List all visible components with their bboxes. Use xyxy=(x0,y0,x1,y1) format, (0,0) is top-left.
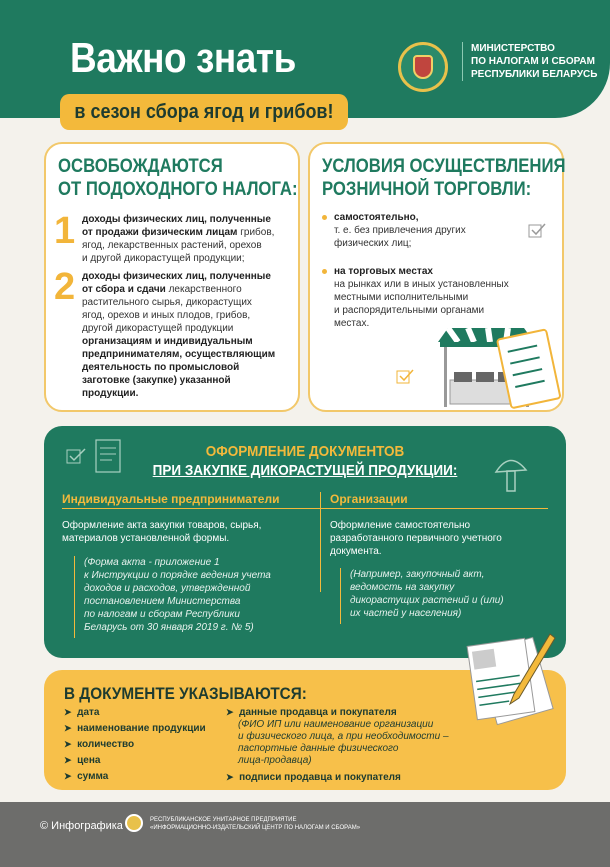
text-bold: от сбора и сдачи xyxy=(82,284,166,295)
contents-title: В ДОКУМЕНТЕ УКАЗЫВАЮТСЯ: xyxy=(64,684,307,703)
document-pen-icon xyxy=(462,628,562,734)
bullet-icon xyxy=(322,215,327,220)
quote-line xyxy=(74,556,75,638)
arrow-icon: ➤ xyxy=(64,723,72,733)
text: на рынках или в иных установленных xyxy=(334,279,509,290)
text: физических лиц; xyxy=(334,238,412,249)
text-bold: от продажи физическим лицам xyxy=(82,227,238,238)
text: лица-продавца) xyxy=(238,755,312,766)
arrow-icon: ➤ xyxy=(226,707,234,717)
text: другой дикорастущей продукции xyxy=(82,323,234,334)
contents-list-left xyxy=(64,706,224,786)
check-icon xyxy=(66,446,88,466)
list-item: данные продавца и покупателя xyxy=(239,707,397,718)
ministry-name xyxy=(462,42,597,81)
text: по налогам и сборам Республики xyxy=(84,609,240,620)
text: и распорядительными органами xyxy=(334,305,485,316)
exempt-item-1 xyxy=(82,213,297,265)
bullet-icon xyxy=(322,269,327,274)
list-item: дата xyxy=(77,707,100,718)
text: Оформление акта закупки товаров, сырья, xyxy=(62,520,262,531)
text-bold: деятельность по промысловой xyxy=(82,362,240,373)
text-bold: доходы физических лиц, полученные xyxy=(82,271,271,282)
text: местах. xyxy=(334,318,370,329)
arrow-icon: ➤ xyxy=(226,772,234,782)
text: Оформление самостоятельно xyxy=(330,520,471,531)
arrow-icon: ➤ xyxy=(64,771,72,781)
check-icon xyxy=(528,222,548,240)
check-icon xyxy=(396,368,416,386)
text-bold: организациям и индивидуальным xyxy=(82,336,253,347)
divider xyxy=(320,492,321,592)
arrow-icon: ➤ xyxy=(64,755,72,765)
org-text xyxy=(330,519,555,558)
contents-list-right xyxy=(226,706,466,784)
trade-title-1: УСЛОВИЯ ОСУЩЕСТВЛЕНИЯ xyxy=(322,156,566,177)
trade-title-2: РОЗНИЧНОЙ ТОРГОВЛИ: xyxy=(322,179,532,200)
exempt-title-1: ОСВОБОЖДАЮТСЯ xyxy=(58,156,223,177)
docs-title-2: ПРИ ЗАКУПКЕ ДИКОРАСТУЩЕЙ ПРОДУКЦИИ: xyxy=(152,462,458,479)
shield-icon xyxy=(413,55,433,79)
list-item: подписи продавца и покупателя xyxy=(239,772,401,783)
text: ягод, лекарственных растений, орехов xyxy=(82,240,262,251)
docs-title-1: ОФОРМЛЕНИЕ ДОКУМЕНТОВ xyxy=(205,443,405,460)
list-item: количество xyxy=(77,739,135,750)
market-stall-icon xyxy=(428,320,563,412)
footer xyxy=(0,802,610,867)
list-item: цена xyxy=(77,755,101,766)
text: (Форма акта - приложение 1 xyxy=(84,557,220,568)
arrow-icon: ➤ xyxy=(64,739,72,749)
text: дикорастущих растений и (или) xyxy=(350,595,504,606)
ministry-line: ПО НАЛОГАМ И СБОРАМ xyxy=(471,56,595,67)
column-heading-ip: Индивидуальные предприниматели xyxy=(62,492,280,506)
text: материалов установленной формы. xyxy=(62,533,230,544)
text: их частей у населения) xyxy=(350,608,462,619)
mushroom-icon xyxy=(490,450,534,496)
text: Беларусь от 30 января 2019 г. № 5) xyxy=(84,622,254,633)
list-item: сумма xyxy=(77,771,109,782)
quote-line xyxy=(340,568,341,624)
column-heading-org: Организации xyxy=(330,492,408,506)
text: к Инструкции о порядке ведения учета xyxy=(84,570,271,581)
ministry-emblem-icon xyxy=(398,42,448,92)
text: (Например, закупочный акт, xyxy=(350,569,485,580)
arrow-icon: ➤ xyxy=(64,707,72,717)
text-bold: заготовке (закупке) указанной xyxy=(82,375,231,386)
text-bold: доходы физических лиц, полученные xyxy=(82,214,271,225)
ip-text xyxy=(62,519,312,545)
copyright: © Инфографика xyxy=(40,820,123,832)
ministry-line: МИНИСТЕРСТВО xyxy=(471,43,555,54)
ip-note xyxy=(84,556,312,634)
text: ягод, орехов и иных плодов, грибов, xyxy=(82,310,251,321)
text: грибов, xyxy=(240,227,275,238)
text: местными исполнительными xyxy=(334,292,469,303)
page-subtitle: в сезон сбора ягод и грибов! xyxy=(60,94,348,130)
publisher-logo-icon xyxy=(125,814,143,832)
text-bold: продукции. xyxy=(82,388,139,399)
text: т. е. без привлечения других xyxy=(334,225,466,236)
ministry-line: РЕСПУБЛИКИ БЕЛАРУСЬ xyxy=(471,69,598,80)
exempt-item-2 xyxy=(82,270,297,400)
org-note xyxy=(350,568,550,620)
text: и физического лица, а при необходимости – xyxy=(238,731,449,742)
text: документа. xyxy=(330,546,382,557)
trade-item-1 xyxy=(334,211,544,250)
text-bold: на торговых местах xyxy=(334,266,433,277)
item-number: 1 xyxy=(54,210,76,252)
text: лекарственного xyxy=(168,284,242,295)
text: «ИНФОРМАЦИОННО-ИЗДАТЕЛЬСКИЙ ЦЕНТР ПО НАЛОГАМ И СБОРАМ» xyxy=(150,825,361,831)
text: и другой дикорастущей продукции; xyxy=(82,253,245,264)
text: постановлением Министерства xyxy=(84,596,241,607)
text: разработанного первичного учетного xyxy=(330,533,502,544)
text: (ФИО ИП или наименование организации xyxy=(238,719,434,730)
divider xyxy=(62,508,548,509)
page-title: Важно знать xyxy=(70,34,296,81)
text-bold: предпринимателям, осуществляющим xyxy=(82,349,276,360)
text: растительного сырья, дикорастущих xyxy=(82,297,252,308)
item-number: 2 xyxy=(54,266,76,308)
text: ведомость на закупку xyxy=(350,582,455,593)
document-icon xyxy=(94,438,124,476)
publisher-name xyxy=(150,816,360,832)
text-bold: самостоятельно, xyxy=(334,212,419,223)
list-item: наименование продукции xyxy=(77,723,206,734)
text: РЕСПУБЛИКАНСКОЕ УНИТАРНОЕ ПРЕДПРИЯТИЕ xyxy=(150,817,297,823)
exempt-title-2: ОТ ПОДОХОДНОГО НАЛОГА: xyxy=(58,179,298,200)
text: доходов и расходов, утвержденной xyxy=(84,583,251,594)
text: паспортные данные физического xyxy=(238,743,399,754)
